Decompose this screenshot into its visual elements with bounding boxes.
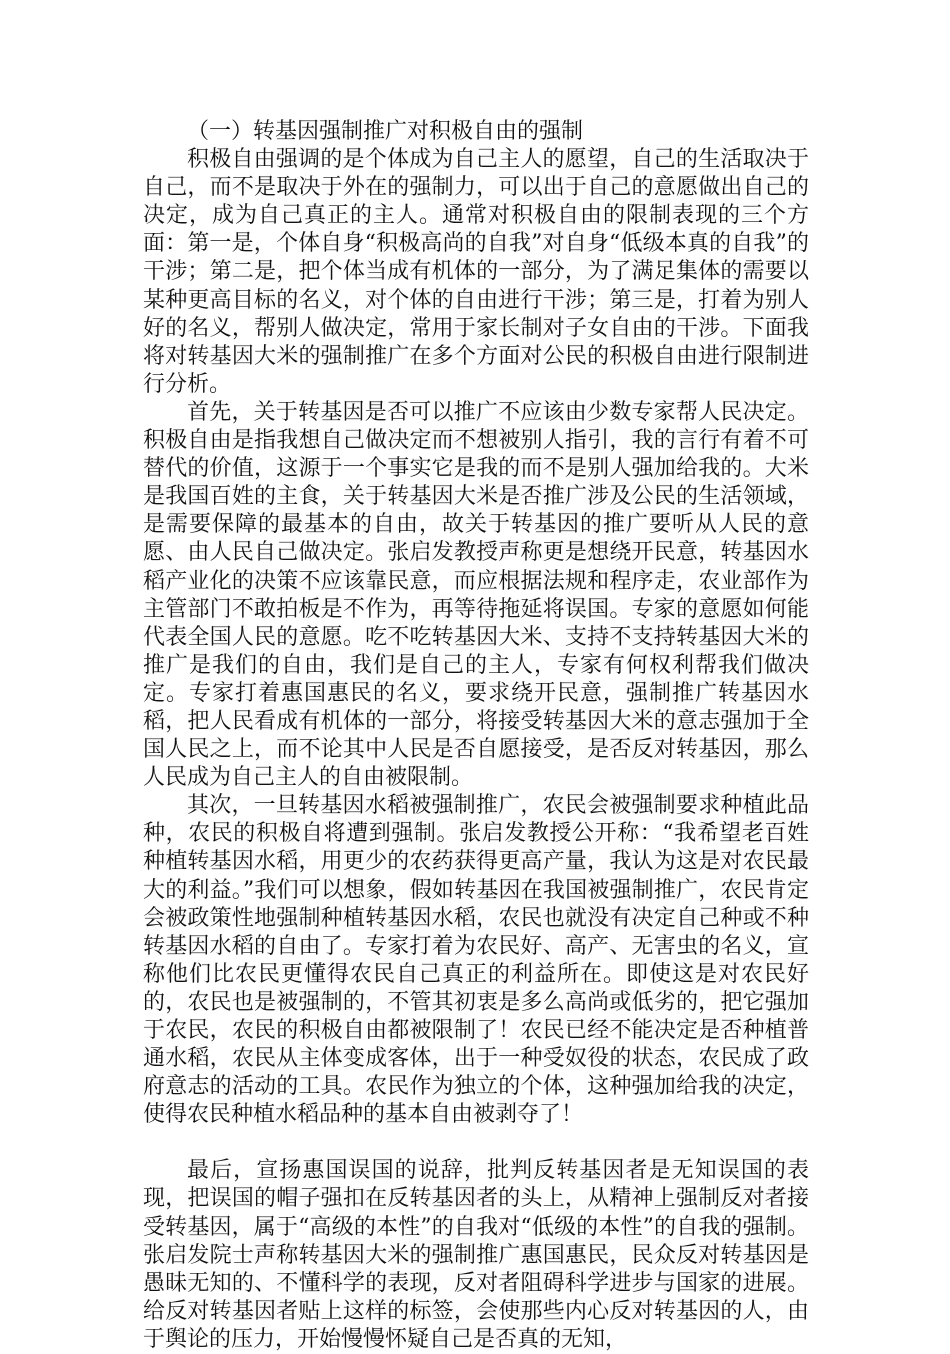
paragraph-first-point: 首先，关于转基因是否可以推广不应该由少数专家帮人民决定。积极自由是指我想自己做决定而不想被别人指引，我的言行有着不可替代的价值，这源于一个事实它是我的而不是别人强加给我的。大米是我国百姓的主食，关于转基因大米是否推广涉及公民的生活领域，是需要保障的最基本的自由，故关于转基因的推广要听从人民的意愿、由人民自己做决定。张启发教授声称更是想绕开民意，转基因水稻产业化的决策不应该靠民意，而应根据法规和程序走，农业部作为主管部门不敢拍板是不作为，再等待拖延将误国。专家的意愿如何能代表全国人民的意愿。吃不吃转基因大米、支持不支持转基因大米的推广是我们的自由，我们是自己的主人，专家有何权利帮我们做决定。专家打着惠国惠民的名义，要求绕开民意，强制推广转基因水稻，把人民看成有机体的一部分，将接受转基因大米的意志强加于全国人民之上，而不论其中人民是否自愿接受，是否反对转基因，那么人民成为自己主人的自由被限制。 [143,399,809,791]
paragraph-spacer [143,1129,809,1157]
paragraph-positive-liberty: 积极自由强调的是个体成为自己主人的愿望，自己的生活取决于自己，而不是取决于外在的强制力，可以出于自己的意愿做出自己的决定，成为自己真正的主人。通常对积极自由的限制表现的三个方面：第一是，个体自身“积极高尚的自我”对自身“低级本真的自我”的干涉；第二是，把个体当成有机体的一部分，为了满足集体的需要以某种更高目标的名义，对个体的自由进行干涉；第三是，打着为别人好的名义，帮别人做决定，常用于家长制对子女自由的干涉。下面我将对转基因大米的强制推广在多个方面对公民的积极自由进行限制进行分析。 [143,147,809,397]
paragraph-third-point: 最后，宣扬惠国误国的说辞，批判反转基因者是无知误国的表现，把误国的帽子强扣在反转基因者的头上，从精神上强制反对者接受转基因，属于“高级的本性”的自我对“低级的本性”的自我的强制。张启发院士声称转基因大米的强制推广惠国惠民，民众反对转基因是愚昧无知的、不懂科学的表现，反对者阻碍科学进步与国家的进展。给反对转基因者贴上这样的标签，会使那些内心反对转基因的人，由于舆论的压力，开始慢慢怀疑自己是否真的无知， [143,1158,809,1352]
document-page [143,118,809,1354]
paragraph-second-point: 其次，一旦转基因水稻被强制推广，农民会被强制要求种植此品种，农民的积极自将遭到强制。张启发教授公开称：“我希望老百姓种植转基因水稻，用更少的农药获得更高产量，我认为这是对农民最大的利益。”我们可以想象，假如转基因在我国被强制推广，农民肯定会被政策性地强制种植转基因水稻，农民也就没有决定自己种或不种转基因水稻的自由了。专家打着为农民好、高产、无害虫的名义，宣称他们比农民更懂得农民自己真正的利益所在。即使这是对农民好的，农民也是被强制的，不管其初衷是多么高尚或低劣的，把它强加于农民，农民的积极自由都被限制了！农民已经不能决定是否种植普通水稻，农民从主体变成客体，出于一种受奴役的状态，农民成了政府意志的活动的工具。农民作为独立的个体，这种强加给我的决定，使得农民种植水稻品种的基本自由被剥夺了！ [143,793,809,1128]
section-heading: （一）转基因强制推广对积极自由的强制 [187,119,584,144]
